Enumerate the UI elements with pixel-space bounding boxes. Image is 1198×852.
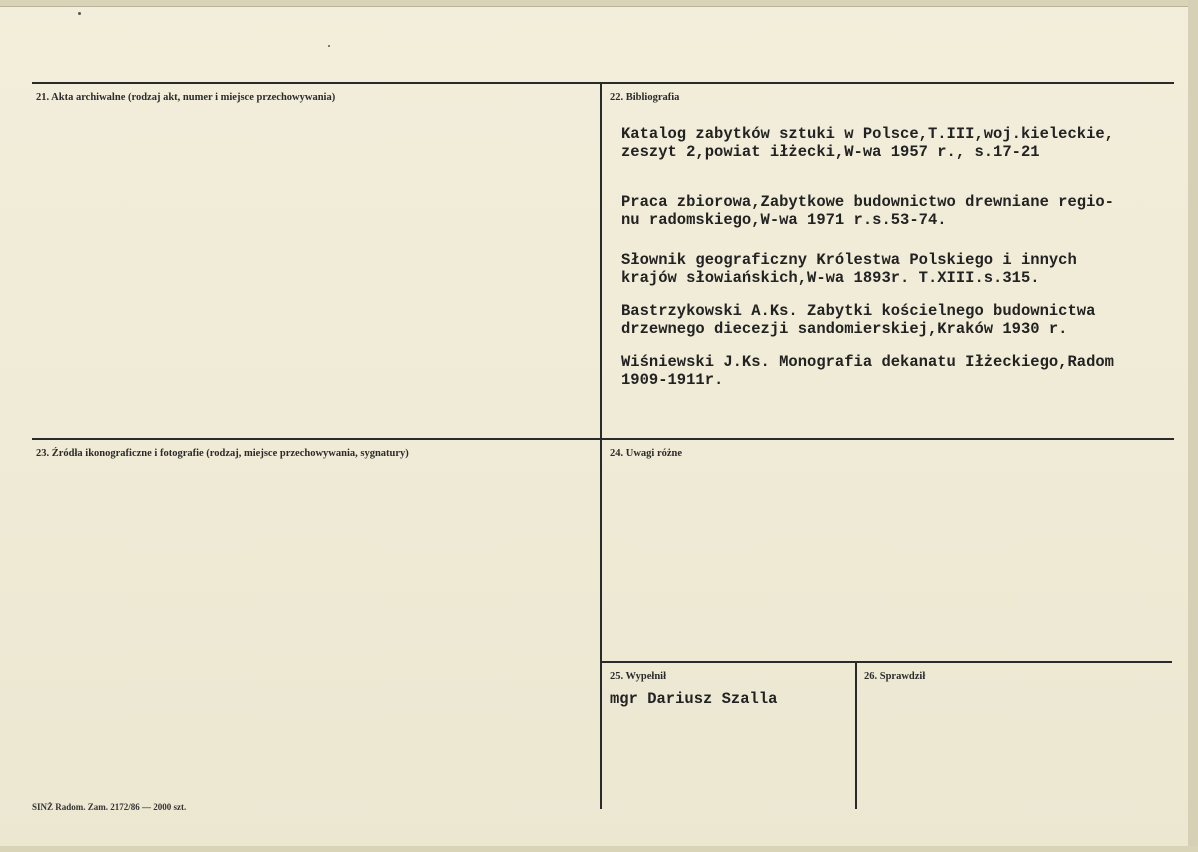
filled-by-value: mgr Dariusz Szalla xyxy=(610,690,778,708)
section-21-label: 21. Akta archiwalne (rodzaj akt, numer i miejsce przechowywania) xyxy=(36,92,336,103)
bibliography-entry-4-line-2: drzewnego diecezji sandomierskiej,Kraków 1930 r. xyxy=(621,320,1068,338)
paper-speck xyxy=(328,45,330,47)
card-right-edge xyxy=(1188,0,1198,852)
bibliography-entry-5-line-2: 1909-1911r. xyxy=(621,371,724,389)
signature-divider-line xyxy=(855,661,857,809)
section-23-label: 23. Źródła ikonograficzne i fotografie (rodzaj, miejsce przechowywania, sygnatury) xyxy=(36,448,409,459)
top-border-line xyxy=(32,82,1174,84)
printer-footer: SINŻ Radom. Zam. 2172/86 — 2000 szt. xyxy=(32,802,187,812)
section-26-label: 26. Sprawdził xyxy=(864,671,926,682)
bibliography-entry-1-line-2: zeszyt 2,powiat iłżecki,W-wa 1957 r., s.17-21 xyxy=(621,143,1040,161)
middle-border-line xyxy=(32,438,1174,440)
bibliography-entry-3-line-1: Słownik geograficzny Królestwa Polskiego i innych xyxy=(621,251,1077,269)
bibliography-entry-4-line-1: Bastrzykowski A.Ks. Zabytki kościelnego budownictwa xyxy=(621,302,1096,320)
section-24-label: 24. Uwagi różne xyxy=(610,448,683,459)
section-25-label: 25. Wypełnił xyxy=(610,671,667,682)
signature-border-line xyxy=(602,661,1172,663)
bibliography-entry-5-line-1: Wiśniewski J.Ks. Monografia dekanatu Iłżeckiego,Radom xyxy=(621,353,1114,371)
bibliography-entry-2-line-1: Praca zbiorowa,Zabytkowe budownictwo drewniane regio- xyxy=(621,193,1114,211)
bibliography-entry-2-line-2: nu radomskiego,W-wa 1971 r.s.53-74. xyxy=(621,211,947,229)
section-22-label: 22. Bibliografia xyxy=(610,92,680,103)
center-divider-line xyxy=(600,82,602,809)
bibliography-entry-3-line-2: krajów słowiańskich,W-wa 1893r. T.XIII.s.315. xyxy=(621,269,1040,287)
paper-speck xyxy=(78,12,81,15)
card-top-edge xyxy=(0,0,1198,7)
card-bottom-edge xyxy=(0,846,1198,852)
bibliography-entry-1-line-1: Katalog zabytków sztuki w Polsce,T.III,woj.kieleckie, xyxy=(621,125,1114,143)
